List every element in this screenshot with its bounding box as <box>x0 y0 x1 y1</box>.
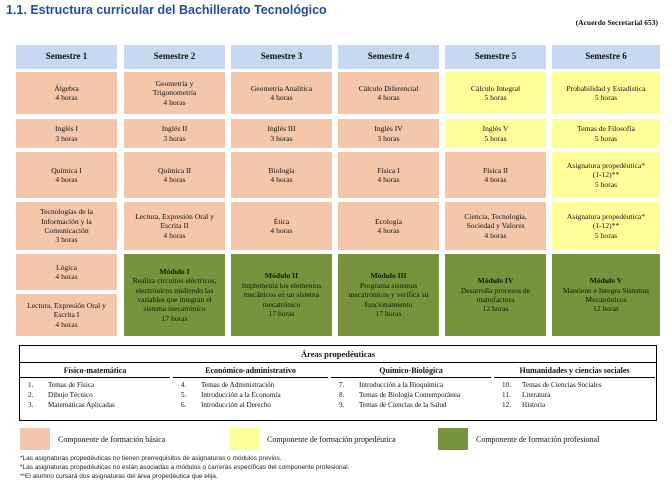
legend-swatch-profesional <box>438 428 468 450</box>
item-number: 5. <box>181 391 187 399</box>
areas-title: Áreas propedéuticas <box>20 346 656 363</box>
item-number: 6. <box>181 401 187 409</box>
subject-name: Ética <box>273 216 290 226</box>
subject-name: Geometría y Trigonometría <box>152 78 197 98</box>
subject-hours: 4 horas <box>55 175 78 184</box>
module-hours: 17 horas <box>268 309 295 319</box>
subject-cell <box>338 72 439 114</box>
item-number: 3. <box>28 401 34 409</box>
subject-name: Lógica <box>55 262 78 272</box>
item-number: 10. <box>502 381 511 389</box>
subject-cell <box>16 254 117 290</box>
module-description: Realiza circuitos eléctricos, electrónicos midiendo las variables que integran el sistema mecatrónico <box>132 276 217 314</box>
subject-cell <box>16 152 117 198</box>
subject-hours: 4 horas <box>163 97 186 107</box>
subject-cell <box>124 72 225 114</box>
subject-hours: 5 horas <box>594 230 618 240</box>
subject-name: Inglés I <box>55 124 78 134</box>
subject-hours: 5 horas <box>484 93 507 102</box>
subject-cell <box>445 119 546 148</box>
subject-name: Física I <box>377 165 400 175</box>
item-number: 8. <box>339 391 345 399</box>
module-title: Módulo II <box>264 271 299 281</box>
legend-propedeutica <box>229 428 396 450</box>
subject-hours: 5 horas <box>594 93 618 102</box>
subject-cell <box>338 119 439 148</box>
subject-name: Ecología <box>375 216 402 226</box>
item-text: Temas de Ciencias de la Salud <box>359 401 447 409</box>
subject-name: Biología <box>268 165 295 175</box>
subject-hours: 4 horas <box>55 319 78 329</box>
subject-name: Álgebra <box>54 83 79 93</box>
semester-header-5: Semestre 5 <box>445 45 546 69</box>
subject-hours: 4 horas <box>270 175 293 184</box>
subject-cell <box>445 72 546 114</box>
area-list <box>494 378 655 410</box>
list-item <box>28 400 170 410</box>
subject-cell <box>124 119 225 148</box>
list-item <box>502 390 655 400</box>
item-text: Dibujo Técnico <box>48 391 93 399</box>
subject-cell <box>338 202 439 250</box>
subject-cell <box>445 202 546 250</box>
legend-label: Componente de formación profesional <box>476 434 600 444</box>
page-title: 1.1. Estructura curricular del Bachillerato Tecnológico <box>6 3 327 17</box>
subject-hours: 4 horas <box>55 93 78 102</box>
list-item <box>339 390 491 400</box>
list-item <box>339 400 491 410</box>
subject-name: Lectura, Expresión Oral y Escrita II <box>135 211 214 231</box>
item-number: 1. <box>28 381 34 389</box>
subject-cell <box>124 202 225 250</box>
legend-basica <box>20 428 165 450</box>
subject-name: Ciencia, Tecnología, Sociedad y Valores <box>464 211 527 231</box>
subject-hours: 4 horas <box>163 175 186 184</box>
subject-hours: 4 horas <box>163 230 186 240</box>
legend-label: Componente de formación básica <box>58 434 166 444</box>
footnote: *Las asignaturas propedéuticas no están asociadas a módulos o carreras específicas del componente profesional. <box>20 464 350 471</box>
semester-header-1: Semestre 1 <box>16 45 117 69</box>
semester-header-4: Semestre 4 <box>338 45 439 69</box>
subject-hours: 3 horas <box>55 235 78 245</box>
subject-name: Tecnologías de la Información y la Comunicación <box>39 207 94 235</box>
subject-hours: 4 horas <box>377 93 400 102</box>
module-description: Programa sistemas mecatrónicos y verifica su funcionamiento <box>348 280 429 309</box>
subject-hours: 3 horas <box>163 133 186 143</box>
subject-hours: 4 horas <box>270 226 293 235</box>
subject-name: Inglés IV <box>374 124 403 134</box>
subject-hours: 5 horas <box>484 133 507 143</box>
subject-name: Química I <box>51 165 82 175</box>
subject-cell <box>552 72 660 114</box>
footnote: *Las asignaturas propedéuticas no tienen prerrequisitos de asignaturas o módulos previos. <box>20 455 282 462</box>
module-description: Desarrolla procesos de manufactura <box>460 285 531 304</box>
area-column <box>20 363 170 420</box>
subject-hours: 4 horas <box>484 175 507 184</box>
subject-hours: 3 horas <box>55 133 78 143</box>
item-text: Introducción al Derecho <box>201 401 271 409</box>
item-number: 11. <box>502 391 511 399</box>
legend-swatch-propedeutica <box>229 428 259 450</box>
area-header: Químico-Biológica <box>331 363 491 378</box>
module-title: Módulo IV <box>477 276 514 286</box>
item-text: Literatura <box>522 391 551 399</box>
module-cell <box>124 254 225 336</box>
subject-cell <box>124 152 225 198</box>
subject-hours: 3 horas <box>377 133 400 143</box>
area-list <box>20 378 170 410</box>
curriculum-grid <box>16 45 660 338</box>
subject-cell <box>231 202 332 250</box>
list-item <box>502 400 655 410</box>
legend-label: Componente de formación propedéutica <box>267 434 396 444</box>
item-text: Temas de Ciencias Sociales <box>522 381 602 389</box>
list-item <box>28 390 170 400</box>
area-column <box>494 363 655 420</box>
areas-propedeuticas-table <box>19 345 657 421</box>
subject-name: Temas de Filosofía <box>577 124 635 134</box>
subject-cell <box>552 202 660 250</box>
area-column <box>331 363 491 420</box>
subject-cell <box>552 152 660 198</box>
item-number: 7. <box>339 381 345 389</box>
item-text: Introducción a la Economía <box>201 391 281 399</box>
list-item <box>181 380 328 390</box>
module-hours: 17 horas <box>375 309 402 319</box>
item-number: 12. <box>502 401 511 409</box>
subject-cell <box>16 202 117 250</box>
subject-hours: 5 horas <box>594 133 618 143</box>
subject-name: Geometría Analítica <box>250 83 313 93</box>
list-item <box>181 400 328 410</box>
subject-cell <box>16 119 117 148</box>
list-item <box>181 390 328 400</box>
semester-header-6: Semestre 6 <box>552 45 660 69</box>
area-header: Económico-administrativo <box>173 363 328 378</box>
subject-name: Física II <box>482 165 509 175</box>
area-header: Físico-matemática <box>20 363 170 378</box>
subject-name: Cálculo Diferencial <box>358 83 419 93</box>
module-cell <box>338 254 439 336</box>
subject-hours: 4 horas <box>377 175 400 184</box>
subject-hours: 4 horas <box>377 226 400 235</box>
area-header: Humanidades y ciencias sociales <box>494 363 655 378</box>
item-number: 2. <box>28 391 34 399</box>
list-item <box>502 380 655 390</box>
module-cell <box>552 254 660 336</box>
item-text: Temas de Administración <box>201 381 275 389</box>
subject-hours: 3 horas <box>270 133 293 143</box>
subject-name: Inglés III <box>267 124 296 134</box>
semester-header-2: Semestre 2 <box>124 45 225 69</box>
module-hours: 12 horas <box>482 304 509 314</box>
subject-cell <box>338 152 439 198</box>
subject-name: Asignatura propedéutica* (1-12)** <box>566 160 646 180</box>
subject-cell <box>231 119 332 148</box>
subject-hours: 4 horas <box>55 272 78 281</box>
item-text: Historia <box>522 401 546 409</box>
item-number: 4. <box>181 381 187 389</box>
item-text: Temas de Física <box>48 381 95 389</box>
acuerdo-label: (Acuerdo Secretarial 653) <box>575 18 658 27</box>
subject-cell <box>231 72 332 114</box>
area-list <box>331 378 491 410</box>
subject-cell <box>16 294 117 336</box>
footnotes <box>20 454 350 481</box>
module-hours: 12 horas <box>593 304 619 314</box>
subject-name: Probabilidad y Estadística <box>566 83 646 93</box>
semester-header-3: Semestre 3 <box>231 45 332 69</box>
item-text: Temas de Biología Contemporánea <box>359 391 461 399</box>
module-title: Módulo III <box>370 271 407 281</box>
legend-profesional <box>438 428 599 450</box>
subject-cell <box>552 119 660 148</box>
subject-name: Inglés V <box>482 124 509 134</box>
module-title: Módulo V <box>589 276 623 286</box>
subject-cell <box>231 152 332 198</box>
module-cell <box>231 254 332 336</box>
module-description: Implementa los elementos mecánicos en un sistema mecatrónico <box>241 280 322 309</box>
subject-hours: 5 horas <box>594 179 618 189</box>
module-cell <box>445 254 546 336</box>
module-title: Módulo I <box>159 266 190 276</box>
footnote: **El alumno cursará dos asignaturas del área propedéutica que elija. <box>20 473 218 480</box>
legend-swatch-basica <box>20 428 50 450</box>
area-list <box>173 378 328 410</box>
subject-hours: 4 horas <box>270 93 293 102</box>
subject-cell <box>16 72 117 114</box>
subject-name: Inglés II <box>161 124 188 134</box>
module-hours: 17 horas <box>161 313 188 323</box>
subject-name: Química II <box>157 165 192 175</box>
subject-cell <box>445 152 546 198</box>
list-item <box>28 380 170 390</box>
item-text: Introducción a la Bioquímica <box>359 381 444 389</box>
subject-name: Lectura, Expresión Oral y Escrita I <box>27 300 106 320</box>
area-column <box>173 363 328 420</box>
module-description: Mantiene e Integra Sistemas Mecatrónicos <box>562 285 650 304</box>
item-text: Matemáticas Aplicadas <box>48 401 115 409</box>
item-number: 9. <box>339 401 345 409</box>
subject-name: Asignatura propedéutica* (1-12)** <box>566 211 646 231</box>
subject-name: Cálculo Integral <box>470 83 521 93</box>
subject-hours: 4 horas <box>484 230 507 240</box>
list-item <box>339 380 491 390</box>
